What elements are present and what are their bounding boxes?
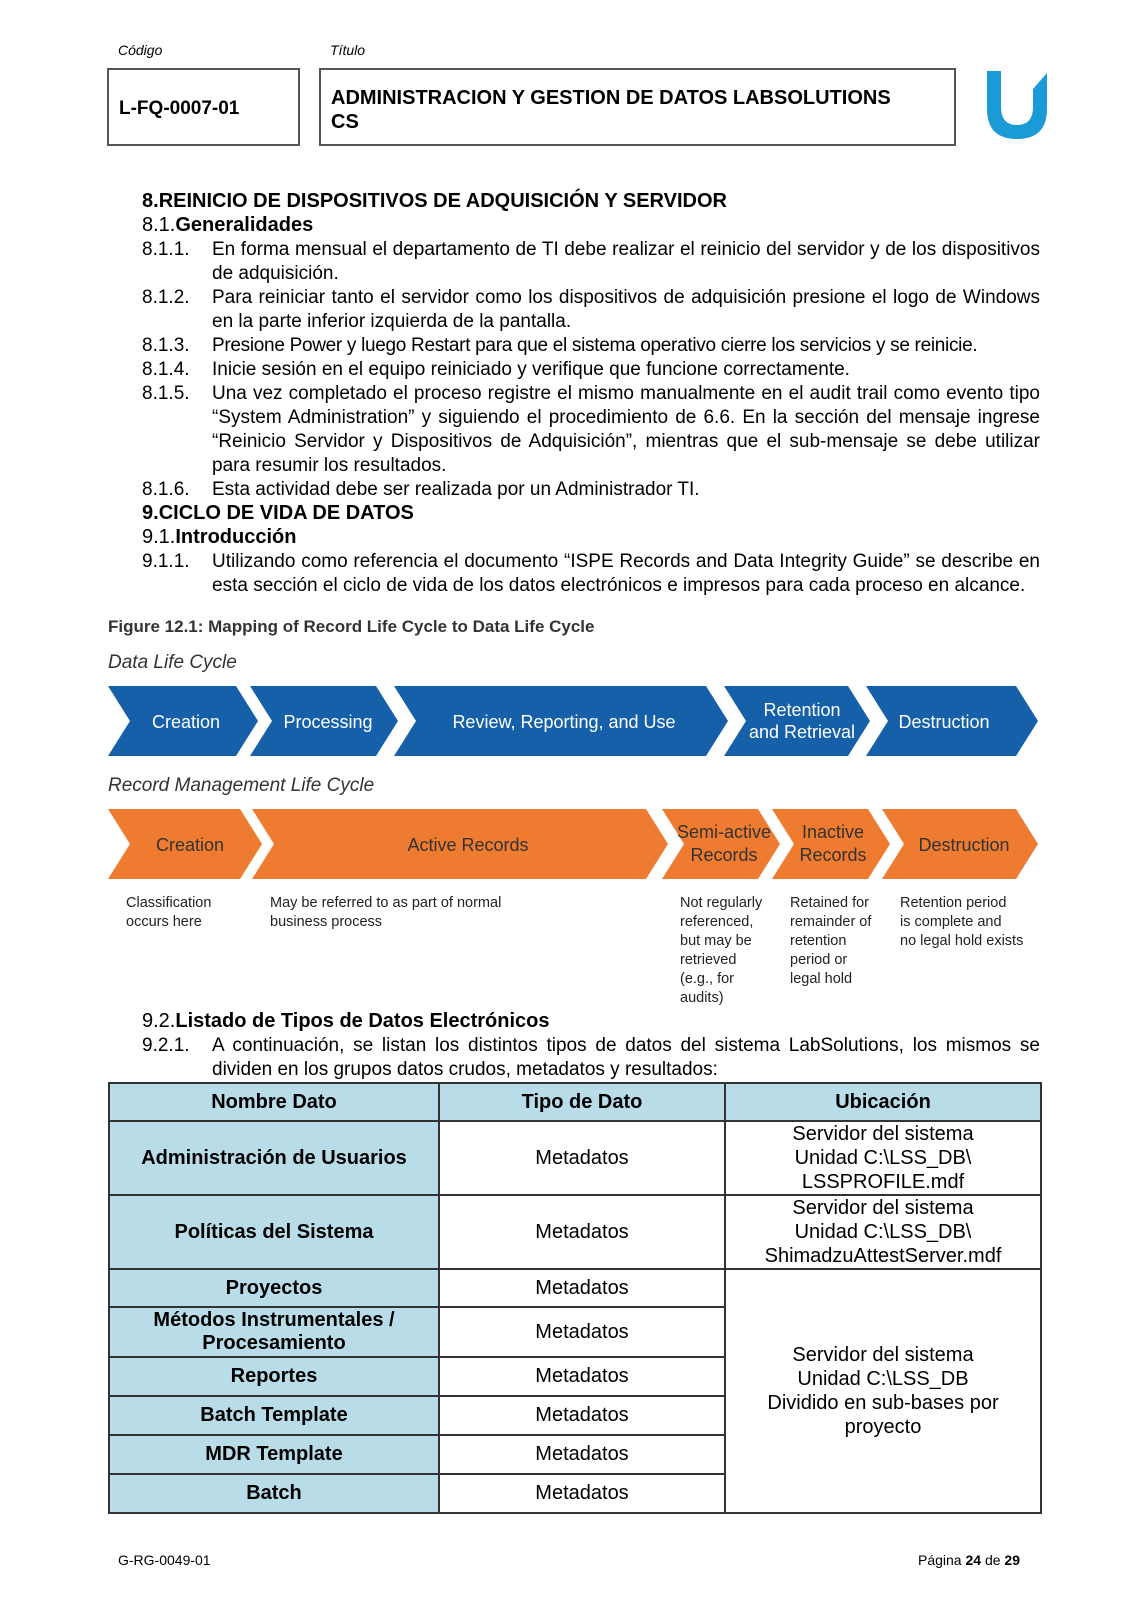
column-header: Ubicación [725,1083,1041,1121]
cell-type: Metadatos [439,1269,725,1307]
cell-name: Proyectos [109,1269,439,1307]
figure-note-creation: Classification occurs here [126,895,212,930]
cell-name: Métodos Instrumentales / Procesamiento [109,1307,439,1357]
record-life-cycle-diagram [106,807,1041,882]
record-step-semi-active [662,809,780,879]
figure-note-semi-active: Not regularly referenced, but may be retrieved (e.g., for audits) [680,895,763,1006]
cell-type: Metadatos [439,1396,725,1435]
code-label: Código [118,42,163,58]
code-box [107,68,300,146]
record-step-label: Destruction [918,835,1010,855]
record-step-label: Inactive [801,822,865,842]
column-header: Tipo de Dato [439,1083,725,1121]
footer-code: G-RG-0049-01 [118,1552,211,1568]
data-types-table [108,1082,1042,1514]
cell-location: Servidor del sistema Unidad C:\LSS_DB\ LSSPROFILE.mdf [725,1121,1041,1195]
cell-location: Servidor del sistema Unidad C:\LSS_DB\ ShimadzuAttestServer.mdf [725,1195,1041,1269]
title-label: Título [330,42,366,58]
record-step-label: Active Records [407,835,529,855]
cell-type: Metadatos [439,1307,725,1357]
cell-location-merged: Servidor del sistema Unidad C:\LSS_DB Dividido en sub-bases por proyecto [725,1269,1041,1513]
data-step-label: Processing [283,712,373,732]
cell-type: Metadatos [439,1357,725,1396]
document-code: L-FQ-0007-01 [119,98,240,119]
cell-name: Reportes [109,1357,439,1396]
company-logo [985,69,1049,141]
record-step-label: Semi-active [676,822,772,842]
figure-note-inactive: Retained for remainder of retention period or legal hold [790,895,872,987]
document-title: ADMINISTRACION Y GESTION DE DATOS LABSOLUTIONS CS [331,87,891,133]
data-step-retention [724,686,870,756]
data-step-label: Retention [763,700,841,720]
figure-note-destruction: Retention period is complete and no legal hold exists [900,895,1024,949]
cell-type: Metadatos [439,1435,725,1474]
cell-name: MDR Template [109,1435,439,1474]
page-number: Página 24 de 29 [918,1552,1020,1568]
table-row [109,1269,1041,1307]
data-life-cycle-title: Data Life Cycle [108,652,237,673]
cell-name: Batch [109,1474,439,1513]
data-life-cycle-diagram [106,684,1041,759]
data-step-label: and Retrieval [748,722,856,742]
figure-note-active: May be referred to as part of normal business process [270,895,502,930]
list-item: 8.1.1. En forma mensual el departamento de TI debe realizar el reinicio del servidor y de los dispositivos de adquisición. [142,239,1040,284]
data-step-label: Review, Reporting, and Use [452,712,676,732]
list-item: 8.1.2. Para reiniciar tanto el servidor como los dispositivos de adquisición presione el logo de Windows en la parte inferior izquierda de la pantalla. [142,287,1040,332]
record-step-label: Records [690,845,758,865]
list-item: 9.2.1. A continuación, se listan los distintos tipos de datos del sistema LabSolutions, los mismos se dividen en los grupos datos crudos, metadatos y resultados: [142,1035,1040,1080]
cell-type: Metadatos [439,1121,725,1195]
table-header-row [109,1083,1041,1121]
list-item: 8.1.5. Una vez completado el proceso registre el mismo manualmente en el audit trail como evento tipo “System Administration” y siguiendo el procedimiento de 6.6. En la sección del mensaje ingrese “Reinicio Servidor y Dispositivos de Adquisición”, mientras que el sub-mensaje se debe utilizar para resumir los resultados. [142,383,1040,476]
title-box [319,68,956,146]
record-step-label: Creation [155,835,225,855]
record-life-cycle-title: Record Management Life Cycle [108,775,375,796]
data-step-label: Destruction [898,712,990,732]
table-row [109,1121,1041,1195]
list-item: 8.1.4. Inicie sesión en el equipo reiniciado y verifique que funcione correctamente. [142,359,850,380]
table-row [109,1195,1041,1269]
cell-name: Políticas del Sistema [109,1195,439,1269]
column-header: Nombre Dato [109,1083,439,1121]
section-8-heading: 8.REINICIO DE DISPOSITIVOS DE ADQUISICIÓN Y SERVIDOR [142,190,727,212]
figure-caption: Figure 12.1: Mapping of Record Life Cycle to Data Life Cycle [108,617,595,636]
record-step-inactive [772,809,890,879]
section-9-heading: 9.CICLO DE VIDA DE DATOS [142,502,414,524]
cell-type: Metadatos [439,1474,725,1513]
cell-type: Metadatos [439,1195,725,1269]
data-step-label: Creation [151,712,221,732]
section-9-1-heading: 9.1.Introducción [142,526,297,548]
section-9-2-heading: 9.2.Listado de Tipos de Datos Electrónicos [142,1010,550,1032]
cell-name: Batch Template [109,1396,439,1435]
section-8-1-heading: 8.1.Generalidades [142,214,314,236]
list-item: 8.1.3. Presione Power y luego Restart para que el sistema operativo cierre los servicios y se reinicie. [142,335,978,356]
record-step-label: Records [799,845,867,865]
list-item: 8.1.6. Esta actividad debe ser realizada por un Administrador TI. [142,479,700,500]
cell-name: Administración de Usuarios [109,1121,439,1195]
list-item: 9.1.1. Utilizando como referencia el documento “ISPE Records and Data Integrity Guide” se describe en esta sección el ciclo de vida de los datos electrónicos e impresos para cada proceso en alcance. [142,551,1040,596]
